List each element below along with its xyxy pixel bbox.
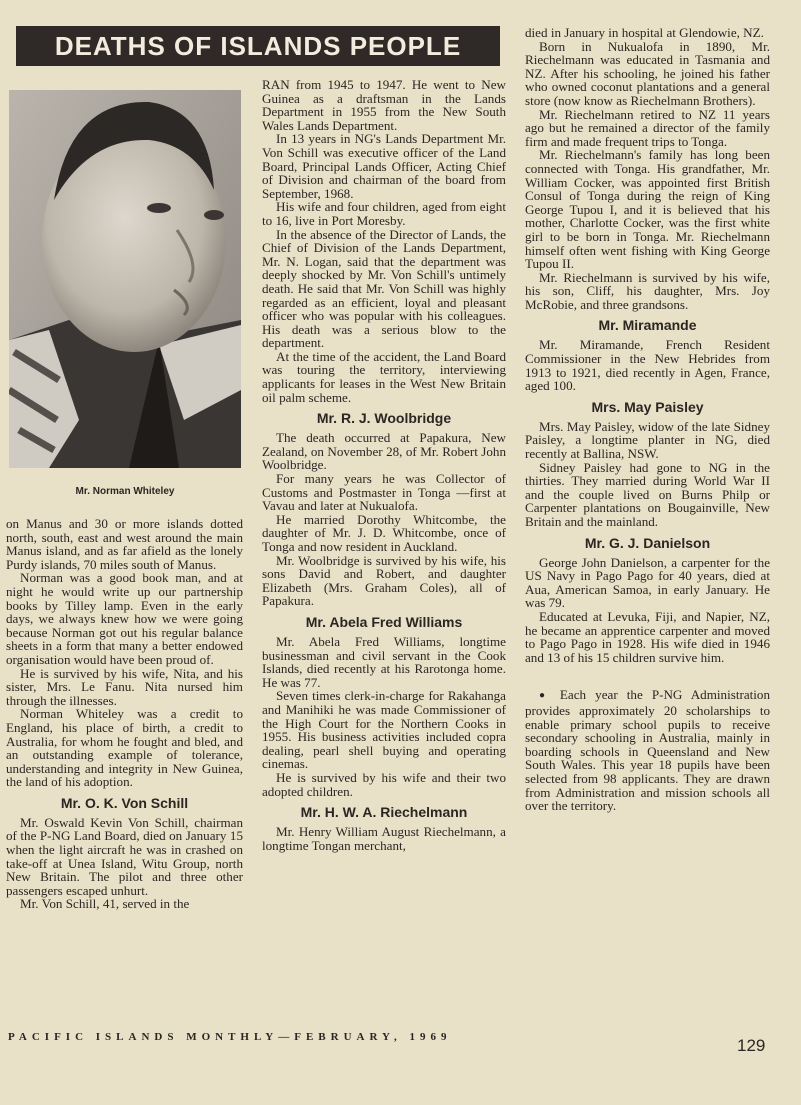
photo-caption: Mr. Norman Whiteley	[75, 486, 175, 497]
page-number: 129	[737, 1036, 766, 1055]
obituary-heading-miramande: Mr. Miramande	[598, 317, 697, 334]
paragraph: Mr. Riechelmann retired to NZ 11 years ago but he remained a director of the family firm and made frequent trips to Tonga.	[525, 106, 770, 149]
paragraph: In 13 years in NG's Lands Department Mr. Von Schill was executive officer of the Land Board, Principal Lands Officer, Acting Chief of Division and chairman of the board from September, 1968.	[262, 131, 506, 201]
paragraph: died in January in hospital at Glendowie, NZ.	[525, 26, 764, 40]
paragraph: on Manus and 30 or more islands dotted north, south, east and west around the main Manus island, and as far afield as the lonely Purdy islands, 70 miles south of Manus.	[6, 517, 243, 572]
paragraph: Mr. Riechelmann is survived by his wife, his son, Cliff, his daughter, Mrs. Joy McRobie, and three grandsons.	[525, 269, 770, 312]
notice-text: Each year the P-NG Administration provides approximately 20 scholarships to enable primary school pupils to receive secondary schooling in Australia, mainly in boarding schools in Queensland and New South Wales. This year 18 pupils have been selected from 98 applicants. They are drawn from Administration and mission schools all over the territory.	[525, 687, 770, 814]
paragraph: Mrs. May Paisley, widow of the late Sidney Paisley, a longtime planter in NG, died recently at Ballina, NSW.	[525, 418, 770, 462]
paragraph: Norman was a good book man, and at night he would write up our partnership books by Tilley lamp. Even in the early days, we always knew how we were going because Norman got out his regular balance sheets in a form that many a better endowed organisation would have been proud of.	[6, 570, 243, 667]
column-2	[262, 78, 506, 1015]
paragraph: Mr. Von Schill, 41, served in the	[20, 896, 190, 912]
section-banner: DEATHS OF ISLANDS PEOPLE	[16, 26, 500, 66]
obituary-heading-paisley: Mrs. May Paisley	[591, 398, 704, 415]
paragraph: Mr. Woolbridge is survived by his wife, his sons David and Robert, and daughter Elizabeth (Mrs. Graham Coles), all of Papakura.	[262, 552, 506, 609]
obituary-heading-woolbridge: Mr. R. J. Woolbridge	[316, 410, 452, 427]
paragraph: In the absence of the Director of Lands, the Chief of Division of the Lands Department, Mr. N. Logan, said that the department was deeply shocked by Mr. Von Schill's untimely death. He said that Mr. Von Schill was highly regarded as an efficient, loyal and pleasant officer who was popular with his colleagues. His death was a serious blow to the department.	[262, 226, 506, 351]
paragraph: Mr. Riechelmann's family has long been connected with Tonga. His grandfather, Mr. William Cocker, was appointed first British Consul of Tonga during the reign of King George Tupou I, and it is believed that his mother, Charlotte Cocker, was the first white girl to be born in Tonga. Mr. Riechelmann himself often went fishing with King George Tupou II.	[525, 147, 770, 272]
paragraph: Mr. Henry William August Riechelmann, a longtime Tongan merchant,	[262, 824, 506, 853]
column-3	[525, 26, 770, 1016]
paragraph: Born in Nukualofa in 1890, Mr. Riechelmann was educated in Tasmania and NZ. After his schooling, he joined his father who owned coconut plantations and a general store (now know as Riechelmann Brothers).	[525, 38, 770, 108]
paragraph: He is survived by his wife and their two adopted children.	[262, 769, 506, 799]
paragraph: Norman Whiteley was a credit to England, his place of birth, a credit to Australia, for whom he fought and bled, and an outstanding example of tolerance, understanding and integrity in New Guinea, the land of his adoption.	[6, 706, 243, 790]
paragraph: He is survived by his wife, Nita, and his sister, Mrs. Le Fanu. Nita nursed him through the illnesses.	[6, 665, 243, 708]
paragraph: Sidney Paisley had gone to NG in the thirties. They married during World War II and the couple lived on Burns Philp or Carpenter plantations on Bougainville, New Britain and the mainland.	[525, 459, 770, 529]
paragraph: Mr. Abela Fred Williams, longtime businessman and civil servant in the Cook Islands, died recently at his Rarotonga home. He was 77.	[262, 633, 506, 690]
obituary-heading-von-schill: Mr. O. K. Von Schill	[60, 794, 189, 811]
paragraph: Educated at Levuka, Fiji, and Napier, NZ, he became an apprentice carpenter and moved to Pago Pago in 1928. His wife died in 1946 and 13 of his 15 children survive him.	[525, 608, 770, 665]
obituary-heading-danielson: Mr. G. J. Danielson	[584, 534, 711, 551]
paragraph: His wife and four children, aged from eight to 16, live in Port Moresby.	[262, 199, 506, 228]
paragraph: The death occurred at Papakura, New Zealand, on November 28, of Mr. Robert John Woolbridge.	[262, 430, 506, 473]
obituary-heading-riechelmann: Mr. H. W. A. Riechelmann	[300, 804, 468, 821]
column-1	[6, 517, 243, 1015]
paragraph: George John Danielson, a carpenter for the US Navy in Pago Pago for 40 years, died at Aua, American Samoa, in early January. He was 79.	[525, 554, 770, 611]
paragraph: Mr. Oswald Kevin Von Schill, chairman of the P-NG Land Board, died on January 15 when the light aircraft he was in crashed on take-off at Unea Island, Witu Group, north New Britain. The pilot and three other passengers escaped unhurt.	[6, 814, 243, 898]
paragraph: He married Dorothy Whitcombe, the daughter of Mr. J. D. Whitcombe, once of Tonga and now resident in Auckland.	[262, 511, 506, 554]
paragraph: For many years he was Collector of Customs and Postmaster in Tonga —first at Vavau and later at Nukualofa.	[262, 471, 506, 514]
paragraph: At the time of the accident, the Land Board was touring the territory, interviewing applicants for leases in the West New Britain oil palm scheme.	[262, 348, 506, 405]
scholarship-notice	[525, 688, 770, 812]
portrait-photo	[9, 90, 241, 468]
running-footer: PACIFIC ISLANDS MONTHLY—FEBRUARY, 1969	[8, 1031, 452, 1043]
paragraph: Seven times clerk-in-charge for Rakahanga and Manihiki he was made Commissioner of the High Court for the Northern Cooks in 1955. His business activities included copra dealing, pearl shell buying and operating cinemas.	[262, 688, 506, 772]
bullet-icon: ●	[539, 690, 551, 702]
paragraph: Mr. Miramande, French Resident Commissioner in the New Hebrides from 1913 to 1921, died recently in Agen, France, aged 100.	[525, 337, 770, 394]
paragraph: RAN from 1945 to 1947. He went to New Guinea as a draftsman in the Lands Department in 1955 from the New South Wales Lands Department.	[262, 78, 506, 133]
obituary-heading-williams: Mr. Abela Fred Williams	[305, 613, 463, 630]
